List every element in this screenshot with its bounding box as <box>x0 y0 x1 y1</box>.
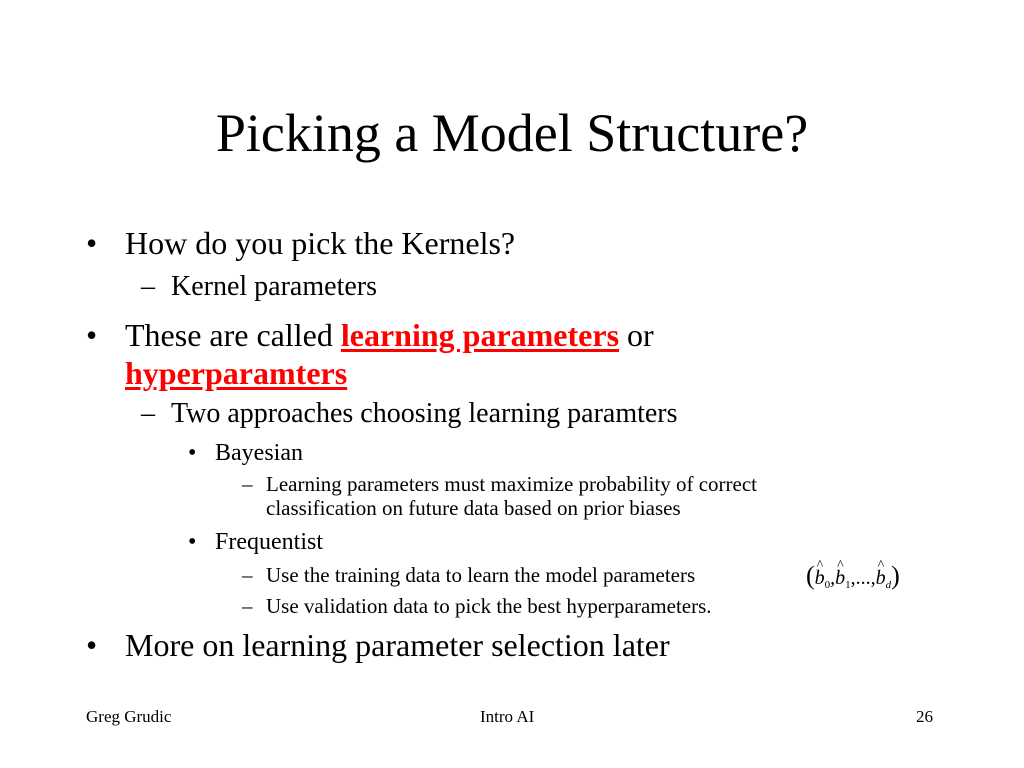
dash-glyph: – <box>141 398 155 429</box>
bullet-text: How do you pick the Kernels? <box>125 225 516 261</box>
formula-b-hat: ^ b <box>876 564 886 592</box>
sub-sub-bullet-text: Frequentist <box>215 529 323 555</box>
bullet-text <box>125 316 654 354</box>
formula-subscript: 1 <box>845 579 851 591</box>
dash-glyph: – <box>242 594 253 618</box>
bullet-text-mid: or <box>619 317 654 353</box>
bullet-glyph: • <box>188 440 197 466</box>
sub-sub-bullet-text: Bayesian <box>215 440 303 466</box>
bullet-text-prefix: These are called <box>125 317 341 353</box>
formula-close-paren: ) <box>891 561 900 590</box>
footer-course: Intro AI <box>480 707 535 726</box>
formula-b-hat: ^ b <box>835 564 845 592</box>
highlight-term-learning-parameters: learning parameters <box>340 317 620 353</box>
parameter-vector-formula <box>806 562 900 599</box>
formula-subscript: d <box>885 579 892 591</box>
bullet-glyph: • <box>188 529 197 555</box>
formula-subscript: 0 <box>824 579 831 591</box>
bullet-glyph: • <box>86 627 98 663</box>
footer-page-number: 26 <box>916 707 933 726</box>
level4-bullet-continuation <box>266 496 681 520</box>
bullet-glyph: • <box>86 317 98 353</box>
formula-b-hat: ^ b <box>815 564 825 592</box>
level4-bullet-text-line2: classification on future data based on prior biases <box>266 496 681 520</box>
sub-bullet-text: Two approaches choosing learning paramters <box>171 398 678 429</box>
bullet-continuation <box>125 354 347 392</box>
bullet-glyph: • <box>86 225 98 261</box>
formula-ellipsis: ,..., <box>850 567 876 589</box>
formula-open-paren: ( <box>806 561 815 590</box>
dash-glyph: – <box>242 563 253 587</box>
level4-bullet-text: Use validation data to pick the best hyperparameters. <box>266 594 712 618</box>
formula-comma: , <box>830 567 836 589</box>
highlight-term-hyperparamters: hyperparamters <box>125 355 348 391</box>
bullet-text: More on learning parameter selection later <box>125 627 670 663</box>
sub-bullet-text: Kernel parameters <box>171 271 377 302</box>
footer-author: Greg Grudic <box>86 707 172 726</box>
dash-glyph: – <box>242 472 253 496</box>
level4-bullet-text-line1: Learning parameters must maximize probability of correct <box>266 472 757 496</box>
dash-glyph: – <box>141 271 155 302</box>
level4-bullet-text: Use the training data to learn the model parameters <box>266 563 696 587</box>
slide-title: Picking a Model Structure? <box>215 103 809 163</box>
